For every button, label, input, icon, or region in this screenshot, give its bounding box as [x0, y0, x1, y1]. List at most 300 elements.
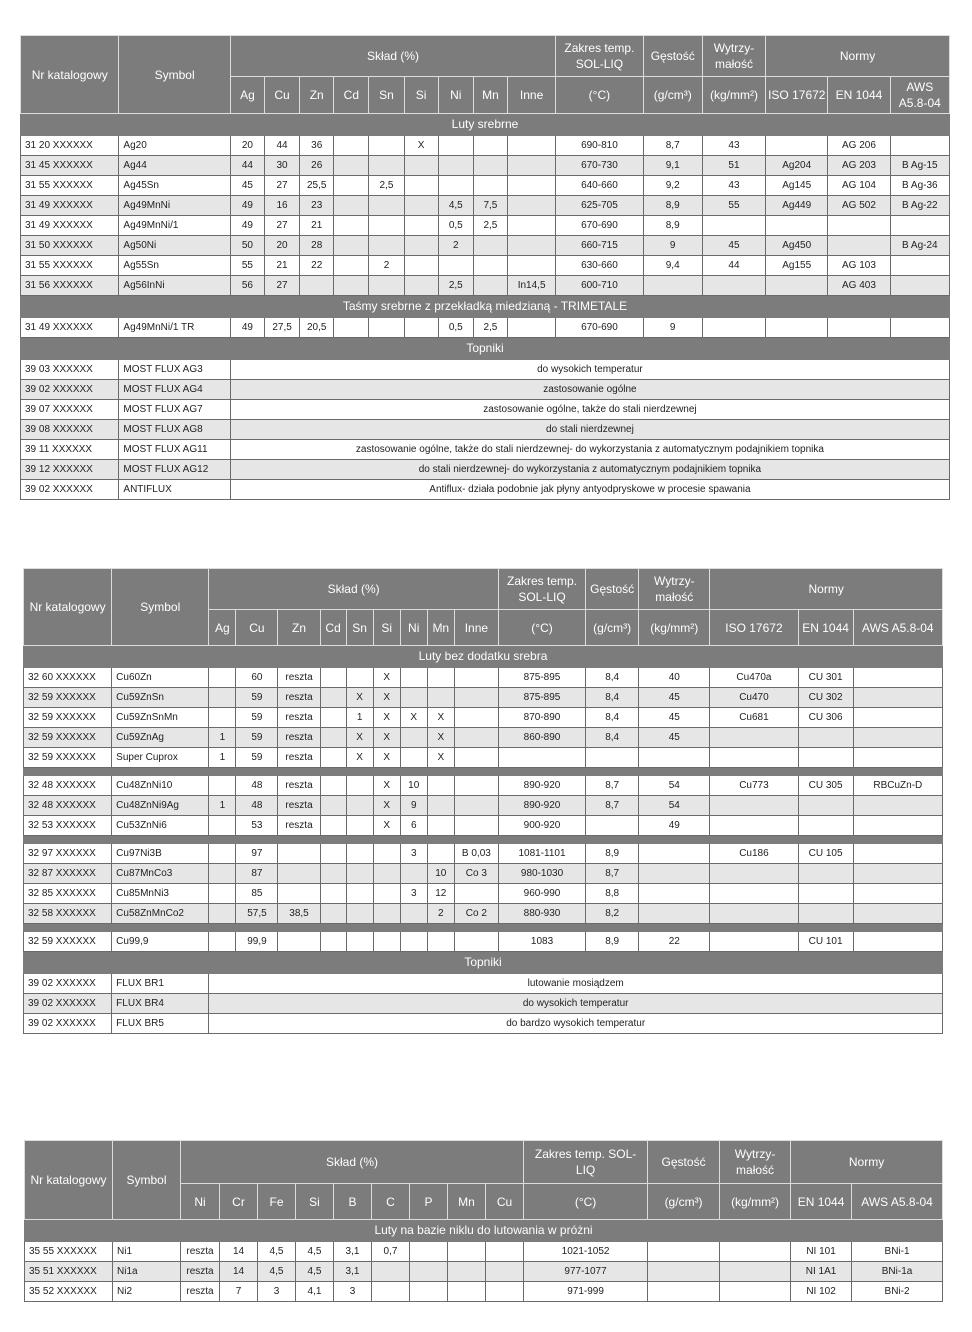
header-element: Ag	[230, 77, 264, 114]
value-cell	[438, 176, 473, 196]
header-sklad: Skład (%)	[230, 36, 555, 77]
value-cell: 2,5	[473, 318, 507, 338]
value-cell: 55	[230, 256, 264, 276]
value-cell	[853, 932, 942, 952]
value-cell	[209, 776, 236, 796]
value-cell: 640-660	[556, 176, 643, 196]
value-cell	[710, 932, 798, 952]
header-zakres-unit: (°C)	[556, 77, 643, 114]
symbol-cell: ANTIFLUX	[119, 480, 230, 500]
flux-description-cell: lutowanie mosiądzem	[209, 974, 943, 994]
value-cell	[346, 776, 373, 796]
value-cell: 9	[643, 236, 702, 256]
value-cell	[486, 1282, 524, 1302]
header-element: Cu	[486, 1184, 524, 1220]
header-norm-en: EN 1044	[828, 77, 890, 114]
header-element: Cd	[334, 77, 369, 114]
value-cell: 20	[265, 236, 300, 256]
header-zakres: Zakres temp. SOL-LIQ	[524, 1141, 648, 1184]
header-element: Inne	[454, 610, 498, 646]
value-cell: 20,5	[300, 318, 334, 338]
header-element: Cu	[236, 610, 278, 646]
value-cell: B Ag-24	[890, 236, 949, 256]
header-element: Sn	[369, 77, 404, 114]
value-cell: 38,5	[278, 904, 320, 924]
symbol-cell: Ag49MnNi/1 TR	[119, 318, 230, 338]
value-cell	[720, 1282, 791, 1302]
table-row	[21, 276, 950, 296]
value-cell: reszta	[278, 796, 320, 816]
table-row	[24, 864, 943, 884]
value-cell	[473, 156, 507, 176]
value-cell: Co 3	[454, 864, 498, 884]
catalog-number-cell: 32 59 XXXXXX	[24, 688, 112, 708]
header-element: Mn	[473, 77, 507, 114]
value-cell	[400, 748, 427, 768]
value-cell	[404, 196, 438, 216]
value-cell: 980-1030	[498, 864, 585, 884]
value-cell: 8,4	[586, 668, 639, 688]
value-cell	[473, 136, 507, 156]
value-cell	[427, 688, 454, 708]
flux-row	[24, 1014, 943, 1034]
value-cell	[766, 276, 828, 296]
header-symbol: Symbol	[113, 1141, 181, 1220]
value-cell: 45	[702, 236, 765, 256]
value-cell	[346, 796, 373, 816]
value-cell: 2,5	[438, 276, 473, 296]
table-row	[21, 136, 950, 156]
catalog-number-cell: 31 20 XXXXXX	[21, 136, 119, 156]
section-title: Taśmy srebrne z przekładką miedzianą - TRIMETALE	[21, 296, 950, 318]
value-cell: RBCuZn-D	[853, 776, 942, 796]
value-cell	[448, 1282, 486, 1302]
value-cell	[498, 748, 585, 768]
catalog-number-cell: 39 02 XXXXXX	[21, 380, 119, 400]
header-wytrzymalosc: Wytrzy- małość	[639, 569, 710, 610]
value-cell: Cu681	[710, 708, 798, 728]
value-cell: 43	[702, 176, 765, 196]
flux-description-cell: do wysokich temperatur	[230, 360, 949, 380]
value-cell	[448, 1262, 486, 1282]
symbol-cell: Cu59ZnSnMn	[112, 708, 209, 728]
value-cell	[209, 864, 236, 884]
header-element: Cu	[265, 77, 300, 114]
symbol-cell: Ag49MnNi/1	[119, 216, 230, 236]
header-normy: Normy	[766, 36, 950, 77]
table-row	[24, 884, 943, 904]
value-cell	[828, 216, 890, 236]
value-cell	[320, 668, 346, 688]
value-cell	[373, 864, 400, 884]
value-cell	[369, 156, 404, 176]
value-cell	[454, 884, 498, 904]
section-header-row	[24, 646, 943, 668]
value-cell	[710, 796, 798, 816]
value-cell: 8,7	[586, 776, 639, 796]
value-cell: B Ag-36	[890, 176, 949, 196]
value-cell	[373, 884, 400, 904]
value-cell: In14,5	[507, 276, 555, 296]
value-cell: 4,5	[258, 1242, 296, 1262]
header-zakres: Zakres temp. SOL-LIQ	[498, 569, 585, 610]
value-cell: 1	[209, 748, 236, 768]
catalog-number-cell: 39 07 XXXXXX	[21, 400, 119, 420]
catalog-number-cell: 31 49 XXXXXX	[21, 318, 119, 338]
table-row	[24, 728, 943, 748]
header-element: Ni	[400, 610, 427, 646]
flux-description-cell: do wysokich temperatur	[209, 994, 943, 1014]
catalog-number-cell: 31 56 XXXXXX	[21, 276, 119, 296]
value-cell: 660-715	[556, 236, 643, 256]
value-cell: X	[373, 816, 400, 836]
value-cell	[853, 708, 942, 728]
value-cell: 1	[209, 728, 236, 748]
value-cell	[454, 748, 498, 768]
value-cell: 44	[702, 256, 765, 276]
value-cell: 45	[230, 176, 264, 196]
catalog-number-cell: 39 12 XXXXXX	[21, 460, 119, 480]
value-cell	[320, 776, 346, 796]
value-cell	[507, 176, 555, 196]
value-cell: 0,5	[438, 216, 473, 236]
value-cell	[648, 1262, 720, 1282]
value-cell: AG 206	[828, 136, 890, 156]
value-cell	[209, 688, 236, 708]
value-cell	[320, 844, 346, 864]
header-gestosc: Gęstość	[643, 36, 702, 77]
header-element: Si	[373, 610, 400, 646]
value-cell: 875-895	[498, 668, 585, 688]
value-cell	[427, 776, 454, 796]
catalog-number-cell: 39 02 XXXXXX	[24, 1014, 112, 1034]
table-row	[24, 668, 943, 688]
value-cell: 6	[400, 816, 427, 836]
value-cell: 2,5	[473, 216, 507, 236]
value-cell: 7,5	[473, 196, 507, 216]
header-gestosc-unit: (g/cm³)	[648, 1184, 720, 1220]
header-element: Ag	[209, 610, 236, 646]
symbol-cell: Ni1a	[113, 1262, 181, 1282]
value-cell	[278, 884, 320, 904]
value-cell: 8,7	[643, 136, 702, 156]
value-cell: Cu186	[710, 844, 798, 864]
value-cell: Ag450	[766, 236, 828, 256]
value-cell: 44	[230, 156, 264, 176]
value-cell: 3,1	[334, 1242, 372, 1262]
value-cell: 630-660	[556, 256, 643, 276]
value-cell	[300, 276, 334, 296]
value-cell	[639, 884, 710, 904]
value-cell	[410, 1262, 448, 1282]
value-cell: 20	[230, 136, 264, 156]
value-cell	[278, 932, 320, 952]
value-cell	[798, 864, 853, 884]
header-norm-en: EN 1044	[791, 1184, 852, 1220]
value-cell: CU 101	[798, 932, 853, 952]
symbol-cell: Ag50Ni	[119, 236, 230, 256]
value-cell	[320, 816, 346, 836]
flux-description-cell: do stali nierdzewnej	[230, 420, 949, 440]
value-cell	[710, 904, 798, 924]
value-cell: X	[346, 748, 373, 768]
value-cell	[404, 156, 438, 176]
symbol-cell: Cu87MnCo3	[112, 864, 209, 884]
section-header-row	[21, 114, 950, 136]
flux-row	[21, 440, 950, 460]
value-cell	[798, 884, 853, 904]
value-cell	[400, 688, 427, 708]
value-cell	[404, 176, 438, 196]
value-cell	[400, 728, 427, 748]
flux-row	[24, 994, 943, 1014]
value-cell: reszta	[278, 688, 320, 708]
value-cell	[346, 904, 373, 924]
value-cell: 8,9	[586, 844, 639, 864]
value-cell	[334, 136, 369, 156]
value-cell: Ag155	[766, 256, 828, 276]
value-cell: CU 301	[798, 668, 853, 688]
section-header-row	[24, 952, 943, 974]
value-cell	[369, 318, 404, 338]
value-cell	[320, 864, 346, 884]
value-cell	[369, 136, 404, 156]
value-cell: 54	[639, 776, 710, 796]
header-element: P	[410, 1184, 448, 1220]
value-cell: BNi-1a	[852, 1262, 943, 1282]
value-cell	[639, 904, 710, 924]
symbol-cell: Cu53ZnNi6	[112, 816, 209, 836]
value-cell	[639, 864, 710, 884]
header-zakres: Zakres temp. SOL-LIQ	[556, 36, 643, 77]
catalog-number-cell: 39 11 XXXXXX	[21, 440, 119, 460]
catalog-number-cell: 31 49 XXXXXX	[21, 196, 119, 216]
flux-row	[21, 480, 950, 500]
value-cell: Cu773	[710, 776, 798, 796]
value-cell	[798, 904, 853, 924]
symbol-cell: Cu99,9	[112, 932, 209, 952]
value-cell	[320, 688, 346, 708]
header-element: Fe	[258, 1184, 296, 1220]
value-cell: reszta	[181, 1242, 220, 1262]
value-cell: BNi-1	[852, 1242, 943, 1262]
value-cell: 22	[300, 256, 334, 276]
value-cell: Co 2	[454, 904, 498, 924]
header-element: Ni	[181, 1184, 220, 1220]
value-cell: 49	[230, 318, 264, 338]
value-cell: X	[373, 728, 400, 748]
value-cell: 3	[258, 1282, 296, 1302]
value-cell: 45	[639, 688, 710, 708]
catalog-number-cell: 39 02 XXXXXX	[24, 994, 112, 1014]
value-cell	[372, 1262, 410, 1282]
value-cell: 59	[236, 708, 278, 728]
catalog-number-cell: 35 51 XXXXXX	[25, 1262, 113, 1282]
value-cell: 8,8	[586, 884, 639, 904]
value-cell: 2	[427, 904, 454, 924]
value-cell: 4,1	[296, 1282, 334, 1302]
value-cell: 27	[265, 176, 300, 196]
group-separator	[24, 768, 943, 776]
value-cell: 600-710	[556, 276, 643, 296]
catalog-number-cell: 32 85 XXXXXX	[24, 884, 112, 904]
value-cell	[334, 176, 369, 196]
value-cell: 14	[220, 1262, 258, 1282]
value-cell: 890-920	[498, 776, 585, 796]
header-nr: Nr katalogowy	[24, 569, 112, 646]
value-cell	[410, 1242, 448, 1262]
value-cell: X	[373, 668, 400, 688]
value-cell: 45	[639, 708, 710, 728]
value-cell	[702, 216, 765, 236]
value-cell: 55	[702, 196, 765, 216]
value-cell	[798, 816, 853, 836]
value-cell: 9,2	[643, 176, 702, 196]
value-cell	[639, 844, 710, 864]
value-cell	[346, 884, 373, 904]
value-cell	[890, 256, 949, 276]
symbol-cell: Cu58ZnMnCo2	[112, 904, 209, 924]
value-cell: X	[373, 748, 400, 768]
catalog-number-cell: 31 50 XXXXXX	[21, 236, 119, 256]
header-zakres-unit: (°C)	[498, 610, 585, 646]
symbol-cell: Cu59ZnSn	[112, 688, 209, 708]
flux-row	[24, 974, 943, 994]
value-cell	[209, 844, 236, 864]
value-cell: 4,5	[296, 1262, 334, 1282]
header-element: Si	[296, 1184, 334, 1220]
value-cell: 2	[369, 256, 404, 276]
value-cell: 97	[236, 844, 278, 864]
value-cell: 99,9	[236, 932, 278, 952]
header-element: Mn	[427, 610, 454, 646]
catalog-number-cell: 32 48 XXXXXX	[24, 796, 112, 816]
section-title: Luty srebrne	[21, 114, 950, 136]
header-element: Mn	[448, 1184, 486, 1220]
value-cell: 875-895	[498, 688, 585, 708]
value-cell: 8,4	[586, 728, 639, 748]
value-cell: B Ag-22	[890, 196, 949, 216]
value-cell: 670-730	[556, 156, 643, 176]
value-cell: X	[400, 708, 427, 728]
value-cell	[853, 668, 942, 688]
value-cell: CU 306	[798, 708, 853, 728]
value-cell	[507, 216, 555, 236]
value-cell	[710, 884, 798, 904]
catalog-number-cell: 32 59 XXXXXX	[24, 728, 112, 748]
value-cell: 625-705	[556, 196, 643, 216]
value-cell: 8,7	[586, 864, 639, 884]
value-cell	[853, 904, 942, 924]
value-cell	[710, 748, 798, 768]
header-wytrzymalosc: Wytrzy- małość	[702, 36, 765, 77]
group-separator	[24, 836, 943, 844]
value-cell: 971-999	[524, 1282, 648, 1302]
value-cell: 8,9	[643, 216, 702, 236]
value-cell	[372, 1282, 410, 1302]
value-cell: 960-990	[498, 884, 585, 904]
value-cell: 8,4	[586, 688, 639, 708]
catalog-number-cell: 31 55 XXXXXX	[21, 176, 119, 196]
symbol-cell: MOST FLUX AG12	[119, 460, 230, 480]
value-cell: X	[427, 728, 454, 748]
header-wytrzymalosc: Wytrzy- małość	[720, 1141, 791, 1184]
value-cell	[320, 748, 346, 768]
value-cell	[404, 216, 438, 236]
value-cell	[427, 668, 454, 688]
value-cell: 0,5	[438, 318, 473, 338]
value-cell	[320, 884, 346, 904]
value-cell: CU 105	[798, 844, 853, 864]
flux-description-cell: zastosowanie ogólne, także do stali nierdzewnej- do wykorzystania z automatycznym podajnikiem topnika	[230, 440, 949, 460]
value-cell: CU 305	[798, 776, 853, 796]
header-element: Cd	[320, 610, 346, 646]
catalog-number-cell: 39 08 XXXXXX	[21, 420, 119, 440]
table-row	[24, 708, 943, 728]
value-cell: 3,1	[334, 1262, 372, 1282]
value-cell: 21	[300, 216, 334, 236]
table-row	[21, 318, 950, 338]
value-cell: X	[373, 776, 400, 796]
header-element: B	[334, 1184, 372, 1220]
value-cell	[400, 668, 427, 688]
header-wytrzymalosc-unit: (kg/mm²)	[720, 1184, 791, 1220]
header-element: Zn	[278, 610, 320, 646]
value-cell	[710, 816, 798, 836]
value-cell: X	[373, 796, 400, 816]
value-cell	[507, 136, 555, 156]
table-row	[24, 904, 943, 924]
table-row	[21, 256, 950, 276]
table-row	[21, 176, 950, 196]
value-cell: Ag145	[766, 176, 828, 196]
non-silver-solders-table	[23, 568, 943, 1034]
value-cell: 670-690	[556, 318, 643, 338]
value-cell: 53	[236, 816, 278, 836]
catalog-number-cell: 31 49 XXXXXX	[21, 216, 119, 236]
catalog-number-cell: 32 59 XXXXXX	[24, 932, 112, 952]
table-row	[21, 236, 950, 256]
value-cell	[427, 932, 454, 952]
value-cell	[507, 318, 555, 338]
value-cell	[486, 1242, 524, 1262]
value-cell	[890, 216, 949, 236]
value-cell	[473, 276, 507, 296]
value-cell	[400, 864, 427, 884]
value-cell: 25,5	[300, 176, 334, 196]
flux-row	[21, 360, 950, 380]
header-wytrzymalosc-unit: (kg/mm²)	[702, 77, 765, 114]
value-cell	[702, 276, 765, 296]
symbol-cell: Cu97Ni3B	[112, 844, 209, 864]
value-cell: 27	[265, 276, 300, 296]
catalog-number-cell: 35 55 XXXXXX	[25, 1242, 113, 1262]
header-element: Sn	[346, 610, 373, 646]
flux-row	[21, 420, 950, 440]
catalog-number-cell: 32 53 XXXXXX	[24, 816, 112, 836]
value-cell: 1	[209, 796, 236, 816]
value-cell	[209, 816, 236, 836]
header-norm-aws: AWS A5.8-04	[853, 610, 942, 646]
value-cell	[369, 236, 404, 256]
value-cell	[853, 884, 942, 904]
value-cell	[369, 276, 404, 296]
value-cell: reszta	[278, 748, 320, 768]
value-cell: 59	[236, 748, 278, 768]
value-cell	[373, 844, 400, 864]
value-cell	[766, 318, 828, 338]
value-cell: 3	[400, 884, 427, 904]
